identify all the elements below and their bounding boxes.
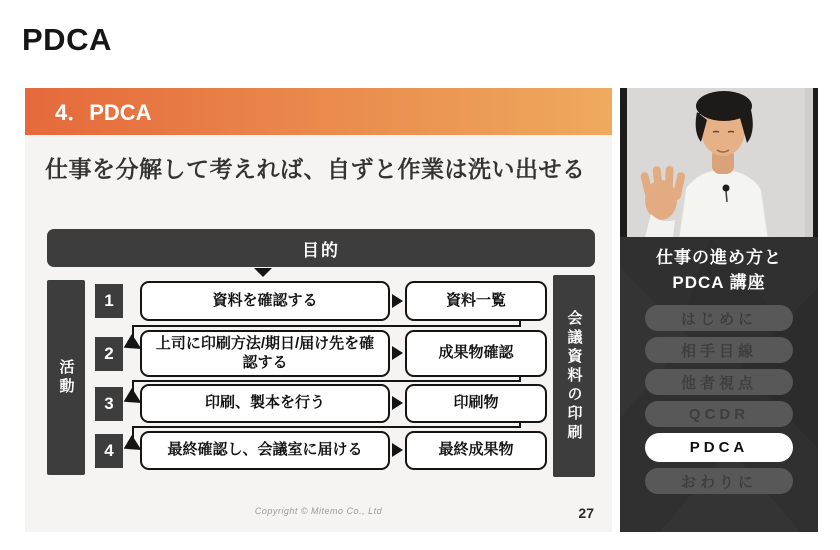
- course-title: [620, 246, 818, 295]
- left-axis-bar: [47, 280, 85, 475]
- page-number: 27: [578, 505, 594, 521]
- course-title-line1: 仕事の進め方と: [656, 248, 782, 267]
- sidebar-item-tasha-shiten[interactable]: 他者視点: [645, 369, 793, 395]
- course-sidebar: [620, 88, 818, 532]
- output-box: 成果物確認: [405, 330, 547, 377]
- sidebar-item-pdca[interactable]: PDCA: [645, 433, 793, 462]
- activity-box: 資料を確認する: [140, 281, 390, 321]
- presenter-video[interactable]: [620, 88, 818, 237]
- output-box: 印刷物: [405, 384, 547, 423]
- sidebar-item-aite-mesen[interactable]: 相手目線: [645, 337, 793, 363]
- slide-header-label: 4．PDCA: [55, 100, 152, 125]
- activity-box: 最終確認し、会議室に届ける: [140, 431, 390, 470]
- sidebar-item-qcdr[interactable]: QCDR: [645, 401, 793, 427]
- pdca-diagram: [25, 88, 612, 532]
- page-title: PDCA: [22, 22, 112, 57]
- flow-arrow-icon: [392, 443, 403, 457]
- output-box: 資料一覧: [405, 281, 547, 321]
- right-axis-label: 会議資料の印刷: [565, 309, 583, 443]
- slide-subtitle: 仕事を分解して考えれば、自ずと作業は洗い出せる: [45, 156, 586, 182]
- output-box: 最終成果物: [405, 431, 547, 470]
- activity-box: 上司に印刷方法/期日/届け先を確認する: [140, 330, 390, 377]
- flow-arrow-icon: [392, 396, 403, 410]
- course-title-line2: PDCA 講座: [672, 272, 766, 292]
- mic-icon: [723, 185, 730, 192]
- flow-arrow-icon: [392, 294, 403, 308]
- step-number: 4: [95, 434, 123, 468]
- purpose-bar: 目的: [47, 229, 595, 267]
- step-number: 3: [95, 387, 123, 421]
- right-axis-bar: [553, 275, 595, 477]
- triangle-down-icon: [254, 268, 272, 277]
- slide-canvas: [25, 88, 612, 532]
- step-number: 1: [95, 284, 123, 318]
- sidebar-item-hajimeni[interactable]: はじめに: [645, 305, 793, 331]
- copyright-text: Copyright © Mitemo Co., Ltd: [254, 506, 383, 516]
- flow-arrow-icon: [392, 346, 403, 360]
- sidebar-item-owarini[interactable]: おわりに: [645, 468, 793, 494]
- step-number: 2: [95, 337, 123, 371]
- left-axis-label: 活動: [57, 358, 75, 397]
- activity-box: 印刷、製本を行う: [140, 384, 390, 423]
- presenter-illustration: [627, 88, 813, 237]
